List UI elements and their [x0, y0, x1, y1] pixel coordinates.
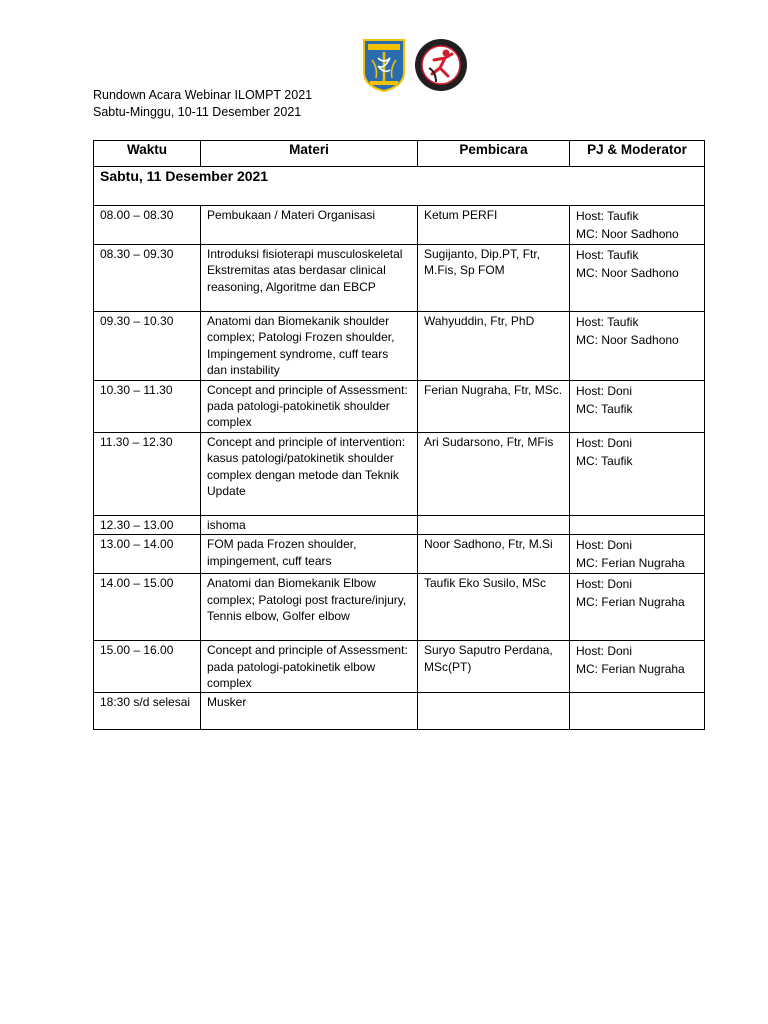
cell-pembicara-line: Sugijanto, Dip.PT, Ftr, M.Fis, Sp FOM	[424, 247, 541, 278]
cell-pj-moderator	[570, 380, 705, 432]
cell-materi	[201, 206, 418, 245]
cell-pj-moderator-line: Host: Doni	[576, 538, 633, 553]
cell-waktu-line: 13.00 – 14.00	[100, 537, 174, 552]
table-row	[94, 515, 705, 534]
cell-waktu	[94, 312, 201, 381]
cell-pj-moderator-line: Host: Taufik	[576, 315, 639, 329]
table-header-row	[94, 141, 705, 167]
table-row	[94, 535, 705, 574]
cell-pj-moderator-line: MC: Taufik	[576, 453, 633, 468]
cell-pj-moderator	[570, 206, 705, 245]
cell-materi	[201, 515, 418, 534]
cell-pembicara-line: Ketum PERFI	[424, 208, 498, 222]
column-header-pembicara: Pembicara	[418, 141, 570, 167]
cell-pj-moderator-line: MC: Ferian Nugraha	[576, 662, 685, 677]
cell-pj-moderator	[570, 245, 705, 312]
table-row	[94, 206, 705, 245]
cell-pj-moderator	[570, 693, 705, 730]
cell-materi-line: Introduksi fisioterapi musculoskeletal Ekstremitas atas berdasar clinical reasoning, Algoritme dan EBCP	[207, 247, 403, 294]
column-header-pj-moderator: PJ & Moderator	[570, 141, 705, 167]
cell-materi-line: Anatomi dan Biomekanik shoulder complex; Patologi Frozen shoulder, Impingement syndrome, cuff tears dan instability	[207, 314, 395, 378]
cell-waktu	[94, 574, 201, 641]
cell-pembicara	[418, 312, 570, 381]
cell-materi-line: Concept and principle of Assessment: pada patologi-patokinetik shoulder complex	[207, 382, 408, 430]
logo-group	[362, 38, 472, 92]
cell-materi	[201, 641, 418, 693]
table-row	[94, 574, 705, 641]
cell-pembicara-line: Suryo Saputro Perdana, MSc(PT)	[424, 643, 553, 674]
cell-materi-line: ishoma	[207, 517, 246, 532]
day-row	[94, 167, 705, 206]
cell-pj-moderator-line: MC: Noor Sadhono	[576, 333, 679, 347]
cell-waktu-line: 08.00 – 08.30	[100, 208, 174, 222]
cell-materi	[201, 693, 418, 730]
cell-materi-line: Concept and principle of Assessment: pada patologi-patokinetik elbow complex	[207, 643, 408, 691]
badan-penyelenggara-logo	[362, 38, 406, 92]
cell-waktu	[94, 380, 201, 432]
cell-pembicara	[418, 535, 570, 574]
cell-waktu-line: 08.30 – 09.30	[100, 247, 174, 261]
document-heading	[93, 87, 312, 121]
cell-waktu	[94, 432, 201, 515]
cell-pj-moderator	[570, 432, 705, 515]
cell-pj-moderator-line: MC: Noor Sadhono	[576, 227, 679, 241]
cell-pembicara	[418, 245, 570, 312]
cell-materi	[201, 245, 418, 312]
cell-pj-moderator	[570, 535, 705, 574]
cell-pj-moderator-line: MC: Noor Sadhono	[576, 266, 679, 280]
cell-waktu-line: 12.30 – 13.00	[100, 517, 174, 532]
cell-waktu-line: 15.00 – 16.00	[100, 643, 174, 658]
cell-pj-moderator-line: Host: Doni	[576, 644, 633, 659]
cell-pj-moderator-line: Host: Taufik	[576, 209, 639, 223]
cell-pembicara	[418, 515, 570, 534]
cell-waktu	[94, 693, 201, 730]
table-row	[94, 693, 705, 730]
table-row	[94, 312, 705, 381]
cell-materi-line: Musker	[207, 695, 247, 710]
cell-waktu-line: 14.00 – 15.00	[100, 576, 174, 591]
cell-waktu-line: 11.30 – 12.30	[100, 434, 173, 449]
cell-waktu	[94, 245, 201, 312]
cell-waktu	[94, 641, 201, 693]
cell-materi-line: Concept and principle of intervention: kasus patologi/patokinetik shoulder complex dengan metode dan Teknik Update	[207, 434, 406, 499]
day-label: Sabtu, 11 Desember 2021	[94, 167, 705, 206]
cell-waktu	[94, 206, 201, 245]
perfi-logo	[412, 38, 470, 92]
table-row	[94, 432, 705, 515]
cell-pj-moderator-line: Host: Doni	[576, 383, 633, 398]
cell-waktu	[94, 515, 201, 534]
cell-pj-moderator	[570, 641, 705, 693]
cell-pembicara-line: Ferian Nugraha, Ftr, MSc.	[424, 382, 563, 397]
cell-pembicara	[418, 206, 570, 245]
cell-materi	[201, 312, 418, 381]
cell-pembicara-line: Ari Sudarsono, Ftr, MFis	[424, 434, 554, 449]
table-row	[94, 245, 705, 312]
cell-pj-moderator-line: Host: Doni	[576, 435, 633, 450]
cell-pembicara	[418, 432, 570, 515]
cell-materi	[201, 432, 418, 515]
cell-pj-moderator	[570, 515, 705, 534]
cell-pembicara	[418, 693, 570, 730]
cell-pj-moderator-line: Host: Taufik	[576, 248, 639, 262]
cell-waktu-line: 10.30 – 11.30	[100, 382, 173, 397]
cell-pj-moderator-line: MC: Taufik	[576, 401, 633, 416]
cell-pembicara-line: Wahyuddin, Ftr, PhD	[424, 314, 535, 328]
cell-pj-moderator	[570, 574, 705, 641]
cell-materi-line: Anatomi dan Biomekanik Elbow complex; Patologi post fracture/injury, Tennis elbow, Golfer elbow	[207, 576, 407, 624]
cell-pembicara	[418, 380, 570, 432]
document-title: Rundown Acara Webinar ILOMPT 2021	[93, 88, 313, 102]
cell-pj-moderator-line: MC: Ferian Nugraha	[576, 595, 685, 610]
column-header-materi: Materi	[201, 141, 418, 167]
column-header-waktu: Waktu	[94, 141, 201, 167]
cell-pj-moderator-line: Host: Doni	[576, 577, 633, 592]
cell-pj-moderator-line: MC: Ferian Nugraha	[576, 556, 685, 571]
cell-materi	[201, 574, 418, 641]
cell-pembicara	[418, 641, 570, 693]
table-row	[94, 641, 705, 693]
cell-pj-moderator	[570, 312, 705, 381]
cell-waktu-line: 09.30 – 10.30	[100, 314, 174, 328]
cell-materi-line: Pembukaan / Materi Organisasi	[207, 208, 376, 222]
cell-materi-line: FOM pada Frozen shoulder, impingement, cuff tears	[207, 537, 357, 568]
cell-waktu-line: 18:30 s/d selesai	[100, 695, 191, 710]
rundown-table	[93, 140, 705, 730]
document-subtitle: Sabtu-Minggu, 10-11 Desember 2021	[93, 105, 302, 119]
cell-materi	[201, 380, 418, 432]
cell-waktu	[94, 535, 201, 574]
cell-pembicara-line: Taufik Eko Susilo, MSc	[424, 576, 547, 591]
cell-pembicara-line: Noor Sadhono, Ftr, M.Si	[424, 537, 553, 552]
cell-materi	[201, 535, 418, 574]
table-row	[94, 380, 705, 432]
cell-pembicara	[418, 574, 570, 641]
